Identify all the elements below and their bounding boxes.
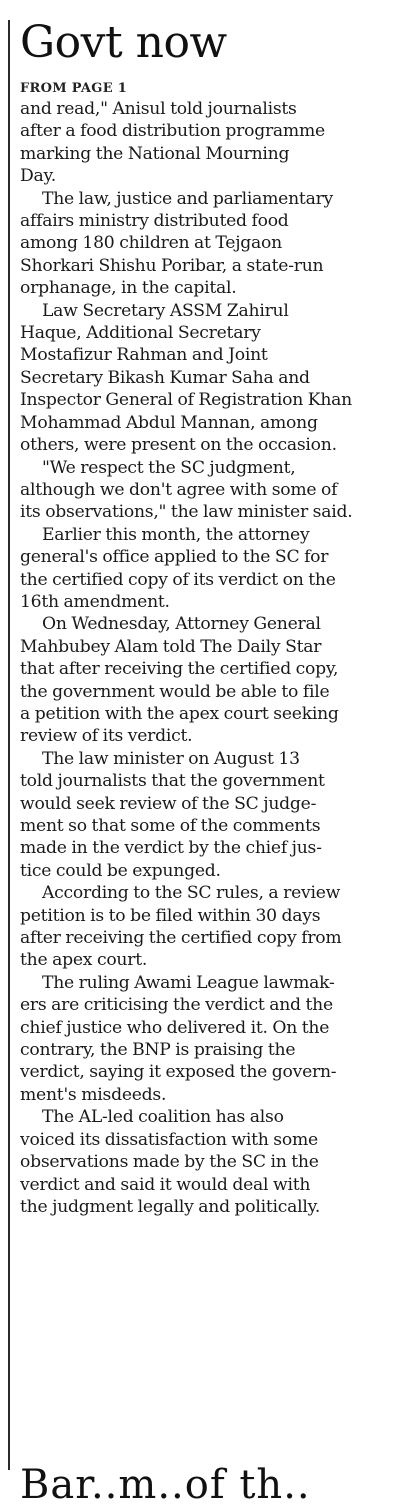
text-line: verdict, saying it exposed the govern-: [20, 1062, 337, 1083]
text-line: among 180 children at Tejgaon: [20, 233, 282, 254]
column-rule: [8, 20, 10, 1470]
text-line: Haque, Additional Secretary: [20, 323, 261, 344]
text-line: Mostafizur Rahman and Joint: [20, 345, 268, 366]
text-line: although we don't agree with some of: [20, 479, 338, 500]
paragraph: [20, 98, 406, 188]
text-line: Law Secretary ASSM Zahirul: [42, 300, 289, 321]
headline: Govt now: [20, 17, 227, 68]
paragraph: [20, 300, 406, 457]
text-line: The AL-led coalition has also: [42, 1107, 284, 1128]
text-line: the judgment legally and politically.: [20, 1196, 321, 1217]
text-line: Day.: [20, 166, 56, 187]
text-line: 16th amendment.: [20, 591, 170, 612]
text-line: general's office applied to the SC for: [20, 547, 329, 568]
text-line: its observations," the law minister said.: [20, 502, 353, 523]
text-line: others, were present on the occasion.: [20, 435, 337, 456]
text-line: The law, justice and parliamentary: [42, 188, 334, 209]
text-line: Mahbubey Alam told The Daily Star: [20, 636, 322, 657]
jump-label: FROM PAGE 1: [20, 81, 128, 96]
text-line: that after receiving the certified copy,: [20, 659, 339, 680]
text-line: the government would be able to file: [20, 681, 330, 702]
text-line: verdict and said it would deal with: [20, 1174, 311, 1195]
text-line: affairs ministry distributed food: [20, 211, 289, 232]
text-line: observations made by the SC in the: [20, 1152, 319, 1173]
text-line: and read," Anisul told journalists: [20, 99, 297, 119]
text-line: petition is to be filed within 30 days: [20, 905, 321, 926]
text-line: would seek review of the SC judge-: [20, 793, 317, 814]
text-line: The ruling Awami League lawmak-: [42, 972, 335, 993]
next-article-headline-cutoff: [20, 1462, 406, 1508]
text-line: the apex court.: [20, 950, 148, 971]
paragraph: [20, 188, 406, 300]
text-line: Secretary Bikash Kumar Saha and: [20, 367, 310, 388]
text-line: chief justice who delivered it. On the: [20, 1017, 330, 1038]
text-line: made in the verdict by the chief jus-: [20, 838, 322, 859]
text-line: told journalists that the government: [20, 771, 325, 792]
text-line: "We respect the SC judgment,: [42, 457, 296, 478]
text-line: ers are criticising the verdict and the: [20, 995, 333, 1016]
paragraph: [20, 524, 406, 614]
next-article-headline: Bar..m..of th..: [20, 1462, 311, 1508]
paragraph: [20, 1106, 406, 1218]
text-line: According to the SC rules, a review: [42, 883, 341, 904]
paragraph: [20, 457, 406, 524]
text-line: contrary, the BNP is praising the: [20, 1040, 296, 1061]
text-line: the certified copy of its verdict on the: [20, 569, 336, 590]
text-line: ment's misdeeds.: [20, 1084, 167, 1105]
text-line: On Wednesday, Attorney General: [42, 614, 321, 635]
paragraph: [20, 972, 406, 1106]
text-line: after a food distribution programme: [20, 121, 325, 142]
text-line: Shorkari Shishu Poribar, a state-run: [20, 255, 324, 276]
paragraph: [20, 613, 406, 747]
paragraph: [20, 882, 406, 972]
text-line: a petition with the apex court seeking: [20, 703, 339, 724]
text-line: orphanage, in the capital.: [20, 278, 237, 299]
text-line: The law minister on August 13: [42, 748, 300, 769]
text-line: voiced its dissatisfaction with some: [20, 1129, 318, 1150]
article: [20, 14, 406, 1218]
text-line: ment so that some of the comments: [20, 816, 321, 836]
text-line: marking the National Mourning: [20, 143, 290, 164]
text-line: tice could be expunged.: [20, 860, 221, 881]
text-line: Inspector General of Registration Khan: [20, 390, 352, 411]
paragraph: [20, 748, 406, 882]
text-line: Earlier this month, the attorney: [42, 524, 310, 545]
text-line: after receiving the certified copy from: [20, 928, 342, 949]
text-line: Mohammad Abdul Mannan, among: [20, 412, 318, 433]
article-body: [20, 98, 406, 1218]
text-line: review of its verdict.: [20, 726, 193, 747]
